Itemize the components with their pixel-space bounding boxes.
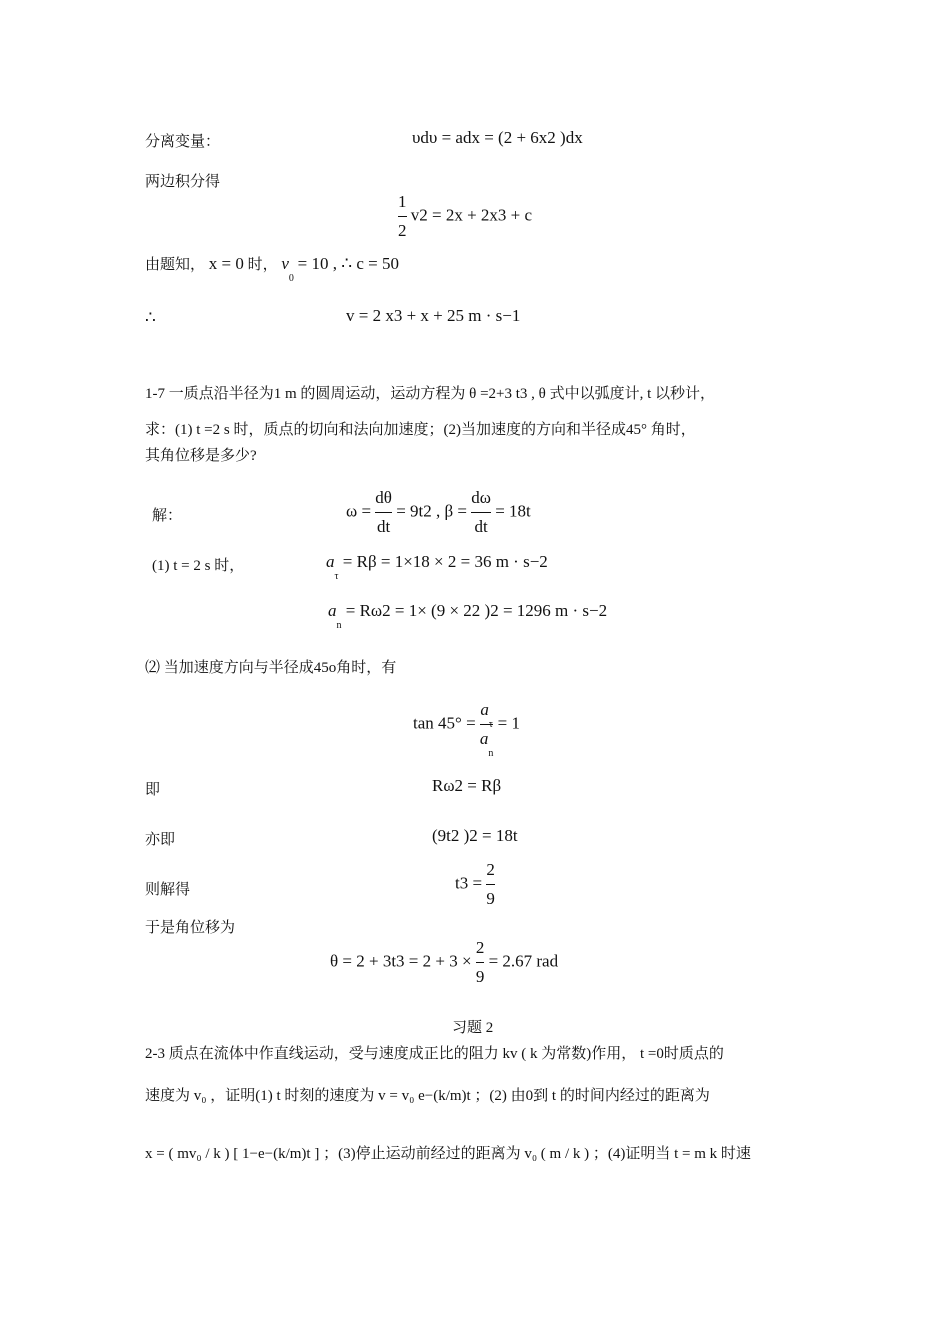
problem-1-7-line3: 其角位移是多少? — [145, 448, 257, 464]
normal-value: = Rω2 = 1× (9 × 22 )2 = 1296 m · s−2 — [345, 601, 608, 620]
line-initial-condition — [145, 253, 399, 284]
theta-lhs: θ = 2 + 3t3 = 2 + 3 × — [330, 951, 472, 971]
a-tau: a — [326, 552, 335, 571]
equation-tangential-acceleration — [326, 552, 548, 582]
equation-t-cubed — [455, 856, 495, 913]
equation-angular-displacement — [330, 934, 558, 991]
theta-den: 9 — [476, 962, 485, 991]
initial-condition-text: 由题知， — [145, 257, 206, 273]
therefore-symbol: ∴ — [145, 308, 156, 327]
tangential-value: = Rβ = 1×18 × 2 = 36 m · s−2 — [342, 552, 548, 571]
problem-2-3-line1: 2-3 质点在流体中作直线运动，受与速度成正比的阻力 kv ( k 为常数)作用， t =0时质点的 — [145, 1046, 724, 1062]
section-heading-exercise-2: 习题 2 — [452, 1020, 494, 1036]
initial-condition-text2: 时， — [247, 257, 278, 273]
tan-den-sub: n — [488, 748, 494, 759]
t-cubed-num: 2 — [486, 860, 495, 879]
zejie-label: 则解得 — [145, 882, 191, 898]
initial-condition-c: = 10 , ∴ c = 50 — [297, 254, 399, 273]
problem-2-3-line2: 速度为 v₀ ，证明(1) t 时刻的速度为 v = v₀ e−(k/m)t ；(2) 由0到 t 的时间内经过的距离为 — [145, 1088, 710, 1104]
tan-den-a: a — [479, 729, 489, 748]
part-2-text: ⑵ 当加速度方向与半径成45o角时，有 — [145, 660, 397, 676]
equation-separate-variables: υdυ = adx = (2 + 6x2 )dx — [412, 128, 583, 147]
a-n-sub: n — [336, 620, 342, 631]
initial-condition-x: x = 0 — [208, 254, 244, 273]
equation-normal-acceleration — [328, 601, 608, 631]
problem-1-7-line2: 求：(1) t =2 s 时，质点的切向和法向加速度；(2)当加速度的方向和半径成45° 角时， — [145, 422, 696, 438]
line-integrate-label: 两边积分得 — [145, 174, 221, 190]
fraction-dtheta: dθ — [375, 488, 392, 507]
t-cubed-den: 9 — [486, 884, 495, 913]
part-1-label: (1) t = 2 s 时， — [152, 558, 245, 574]
problem-2-3-line3: x = ( mv₀ / k ) [ 1−e−(k/m)t ] ；(3)停止运动前经过的距离为 v₀ ( m / k ) ；(4)证明当 t = m k 时速 — [145, 1146, 751, 1162]
equation-integrated — [398, 188, 532, 245]
ji-label: 即 — [145, 782, 161, 798]
a-tau-sub: τ — [334, 571, 339, 582]
omega-lhs: ω = — [346, 501, 372, 521]
tan-num-sub: τ — [488, 719, 493, 730]
initial-condition-v: v — [281, 254, 289, 273]
tan45-rhs: = 1 — [497, 713, 520, 733]
equation-ji: Rω2 = Rβ — [432, 776, 502, 795]
fraction-dt-2: dt — [471, 512, 491, 541]
equation-velocity-result: v = 2 x3 + x + 25 m · s−1 — [346, 306, 521, 325]
equation-yiji: (9t2 )2 = 18t — [432, 826, 518, 845]
yushi-label: 于是角位移为 — [145, 920, 236, 936]
equation-integrated-body: v2 = 2x + 2x3 + c — [410, 205, 533, 225]
fraction-domega: dω — [471, 488, 491, 507]
theta-num: 2 — [475, 938, 485, 957]
fraction-denominator: 2 — [398, 216, 407, 245]
equation-tan45 — [413, 696, 520, 759]
a-n: a — [328, 601, 337, 620]
tan45-lhs: tan 45° = — [413, 713, 476, 733]
beta-result: = 18t — [495, 501, 531, 521]
line-separate-variables-label: 分离变量： — [145, 134, 221, 150]
fraction-numerator: 1 — [398, 192, 407, 211]
equation-omega-beta — [346, 484, 531, 541]
t-cubed-lhs: t3 = — [455, 873, 483, 893]
solution-label: 解： — [152, 508, 183, 524]
problem-1-7-line1: 1-7 一质点沿半径为1 m 的圆周运动，运动方程为 θ =2+3 t3 , θ 式中以弧度计, t 以秒计， — [145, 386, 716, 402]
tan-num-a: a — [480, 700, 489, 719]
yiji-label: 亦即 — [145, 832, 176, 848]
initial-condition-v-sub: 0 — [288, 273, 294, 284]
omega-result: = 9t2 , β = — [396, 501, 467, 521]
theta-rhs: = 2.67 rad — [488, 951, 559, 971]
fraction-dt: dt — [375, 512, 392, 541]
